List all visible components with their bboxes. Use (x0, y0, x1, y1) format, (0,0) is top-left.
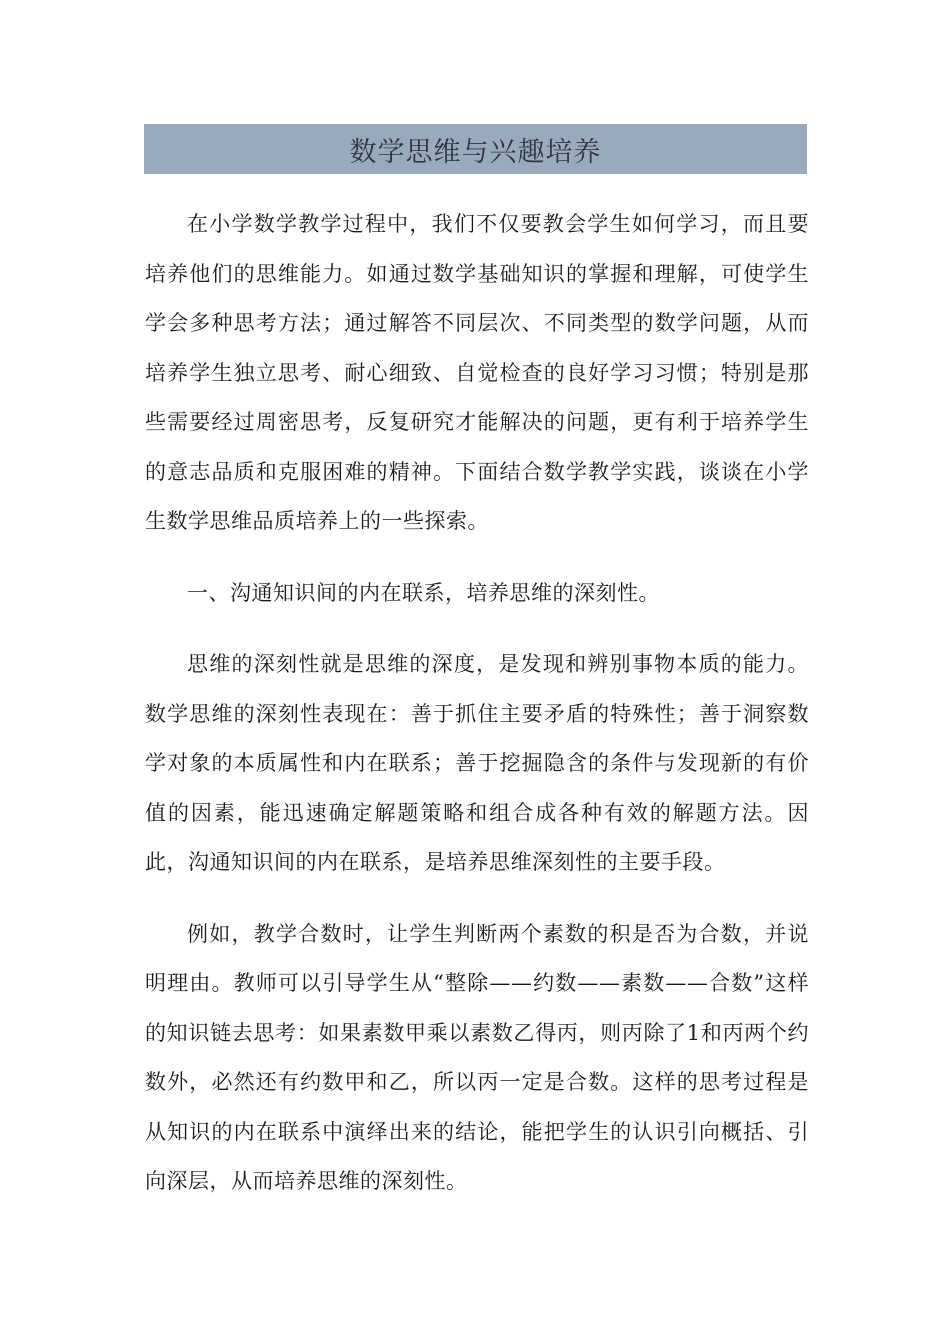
paragraph-example: 例如，教学合数时，让学生判断两个素数的积是否为合数，并说明理由。教师可以引导学生从“整除——约数——素数——合数”这样的知识链去思考：如果素数甲乘以素数乙得丙，则丙除了1和丙两个约数外，必然还有约数甲和乙，所以丙一定是合数。这样的思考过程是从知识的内在联系中演绎出来的结论，能把学生的认识引向概括、引向深层，从而培养思维的深刻性。 (145, 921, 809, 1193)
document-title: 数学思维与兴趣培养 (349, 136, 602, 168)
paragraph-depth: 思维的深刻性就是思维的深度，是发现和辨别事物本质的能力。数学思维的深刻性表现在：善于抓住主要矛盾的特殊性；善于洞察数学对象的本质属性和内在联系；善于挖掘隐含的条件与发现新的有价值的因素，能迅速确定解题策略和组合成各种有效的解题方法。因此，沟通知识间的内在联系，是培养思维深刻性的主要手段。 (145, 652, 809, 874)
document-body (145, 200, 809, 1207)
section-heading-1: 一、沟通知识间的内在联系，培养思维的深刻性。 (187, 580, 660, 605)
title-banner (144, 124, 807, 174)
paragraph-intro: 在小学数学教学过程中，我们不仅要教会学生如何学习，而且要培养他们的思维能力。如通过数学基础知识的掌握和理解，可使学生学会多种思考方法；通过解答不同层次、不同类型的数学问题，从而培养学生独立思考、耐心细致、自觉检查的良好学习习惯；特别是那些需要经过周密思考，反复研究才能解决的问题，更有利于培养学生的意志品质和克服困难的精神。下面结合数学教学实践，谈谈在小学生数学思维品质培养上的一些探索。 (145, 212, 809, 533)
